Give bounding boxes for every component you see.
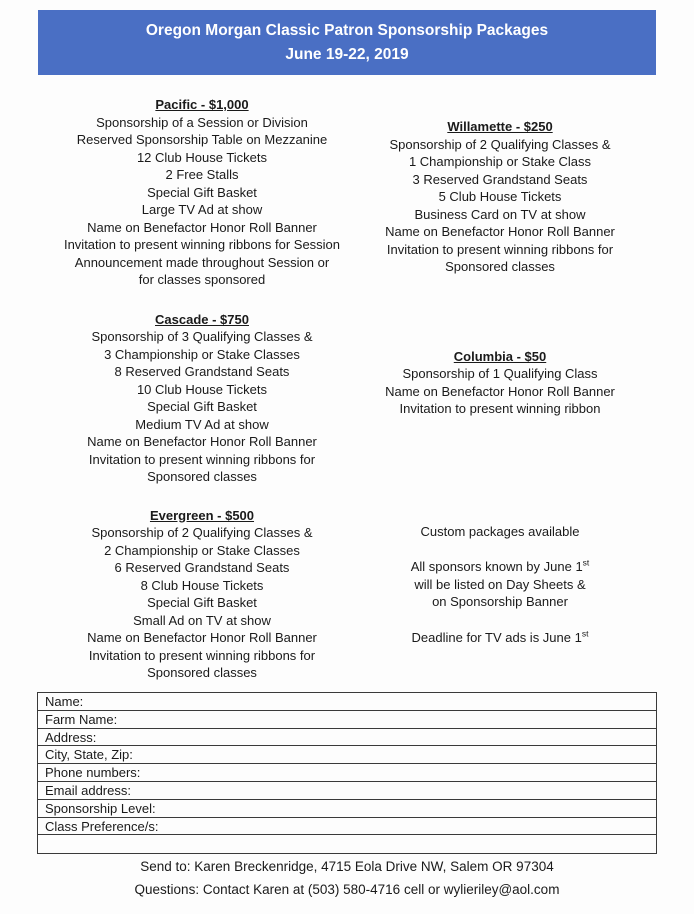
form-row-label: City, State, Zip: [45, 747, 133, 763]
package-lines [362, 365, 638, 418]
package-line: Sponsorship of 2 Qualifying Classes & [389, 136, 611, 152]
package-heading: Willamette - $250 [447, 119, 553, 134]
package-line: Invitation to present winning ribbons for [386, 241, 614, 257]
package-line: Name on Benefactor Honor Roll Banner [87, 630, 317, 645]
package-line: Announcement made throughout Session or [74, 254, 330, 270]
note-custom-packages: Custom packages available [420, 523, 580, 539]
form-row-class-preference [38, 818, 656, 836]
package-line: Invitation to present winning ribbon [399, 401, 601, 416]
package-lines [362, 136, 638, 276]
package-lines [42, 328, 362, 486]
package-columbia [362, 348, 638, 418]
note-deadline [362, 629, 638, 647]
form-row-label: Phone numbers: [45, 765, 141, 781]
package-line: 1 Championship or Stake Class [408, 154, 592, 169]
package-line: Sponsorship of 2 Qualifying Classes & [91, 525, 313, 540]
package-line: 8 Club House Tickets [140, 577, 264, 593]
form-row-label: Address: [45, 729, 97, 745]
form-row-empty [38, 835, 656, 853]
form-row-name [38, 693, 656, 711]
package-willamette [362, 118, 638, 276]
package-line: 3 Reserved Grandstand Seats [412, 171, 588, 187]
registration-form-table [37, 692, 657, 854]
page-title: Oregon Morgan Classic Patron Sponsorship Packages [145, 22, 549, 39]
package-line: Sponsored classes [147, 469, 257, 484]
note-sponsors-line3: on Sponsorship Banner [432, 594, 568, 609]
package-line: Name on Benefactor Honor Roll Banner [385, 383, 615, 399]
note-sponsors-line1 [362, 558, 638, 576]
package-line: Special Gift Basket [147, 399, 257, 414]
note-text: Deadline for TV ads is June 1 [411, 629, 582, 645]
form-row-label: Name: [45, 694, 84, 709]
note-sponsors-line2: will be listed on Day Sheets & [414, 576, 586, 592]
questions-line: Questions: Contact Karen at (503) 580-4716 cell or wylieriley@aol.com [134, 881, 560, 897]
package-line: 3 Championship or Stake Classes [104, 346, 300, 362]
package-line: Name on Benefactor Honor Roll Banner [87, 219, 317, 235]
superscript-st: st [582, 557, 590, 568]
send-to-line: Send to: Karen Breckenridge, 4715 Eola Drive NW, Salem OR 97304 [140, 859, 554, 874]
package-line: Special Gift Basket [147, 595, 257, 610]
package-heading: Cascade - $750 [155, 311, 249, 327]
package-columns [0, 75, 694, 682]
notes-block [362, 523, 638, 647]
title-banner [38, 10, 656, 75]
form-row-city-state-zip [38, 746, 656, 764]
form-row-farm-name [38, 711, 656, 729]
package-heading: Columbia - $50 [453, 348, 547, 364]
package-line: Business Card on TV at show [414, 206, 586, 222]
form-row-label: Farm Name: [45, 711, 118, 727]
package-line: 8 Reserved Grandstand Seats [114, 364, 290, 379]
package-evergreen [42, 507, 362, 682]
package-line: Small Ad on TV at show [133, 612, 271, 628]
package-pacific [42, 96, 362, 289]
note-spacer [362, 540, 638, 558]
package-line: Sponsorship of 3 Qualifying Classes & [91, 329, 313, 344]
package-line: Sponsored classes [445, 259, 555, 274]
form-row-phone [38, 764, 656, 782]
package-line: Reserved Sponsorship Table on Mezzanine [76, 132, 328, 147]
form-row-label: Email address: [45, 782, 131, 798]
package-line: Sponsorship of 1 Qualifying Class [402, 366, 598, 381]
package-line: Invitation to present winning ribbons for [88, 451, 316, 467]
package-line: 2 Free Stalls [165, 167, 239, 182]
package-line: for classes sponsored [138, 272, 266, 287]
package-line: Special Gift Basket [147, 184, 257, 200]
package-line: Sponsored classes [147, 665, 257, 680]
package-line: Name on Benefactor Honor Roll Banner [385, 224, 615, 239]
superscript-st: st [581, 628, 589, 639]
package-line: 2 Championship or Stake Classes [104, 542, 300, 558]
package-heading: Pacific - $1,000 [155, 97, 249, 112]
package-line: Large TV Ad at show [141, 202, 263, 217]
note-text: All sponsors known by June 1 [410, 559, 583, 574]
package-cascade [42, 311, 362, 486]
form-row-address [38, 729, 656, 747]
form-row-label: Sponsorship Level: [45, 800, 156, 816]
note-spacer [362, 611, 638, 629]
package-line: Name on Benefactor Honor Roll Banner [87, 434, 317, 449]
package-line: 5 Club House Tickets [438, 189, 562, 204]
package-line: Sponsorship of a Session or Division [96, 114, 308, 130]
form-row-label: Class Preference/s: [45, 818, 159, 834]
package-line: 6 Reserved Grandstand Seats [114, 560, 290, 575]
footer-contact [0, 856, 694, 901]
right-column [362, 75, 658, 682]
package-lines [42, 524, 362, 682]
form-row-email [38, 782, 656, 800]
package-lines [42, 114, 362, 289]
package-heading: Evergreen - $500 [149, 507, 255, 523]
event-date: June 19-22, 2019 [285, 46, 409, 63]
package-line: Medium TV Ad at show [135, 416, 269, 432]
package-line: Invitation to present winning ribbons for [88, 647, 316, 663]
package-line: 10 Club House Tickets [136, 381, 268, 397]
form-row-sponsorship-level [38, 800, 656, 818]
left-column [42, 75, 362, 682]
package-line: 12 Club House Tickets [136, 149, 268, 165]
package-line: Invitation to present winning ribbons for Session [63, 237, 341, 252]
